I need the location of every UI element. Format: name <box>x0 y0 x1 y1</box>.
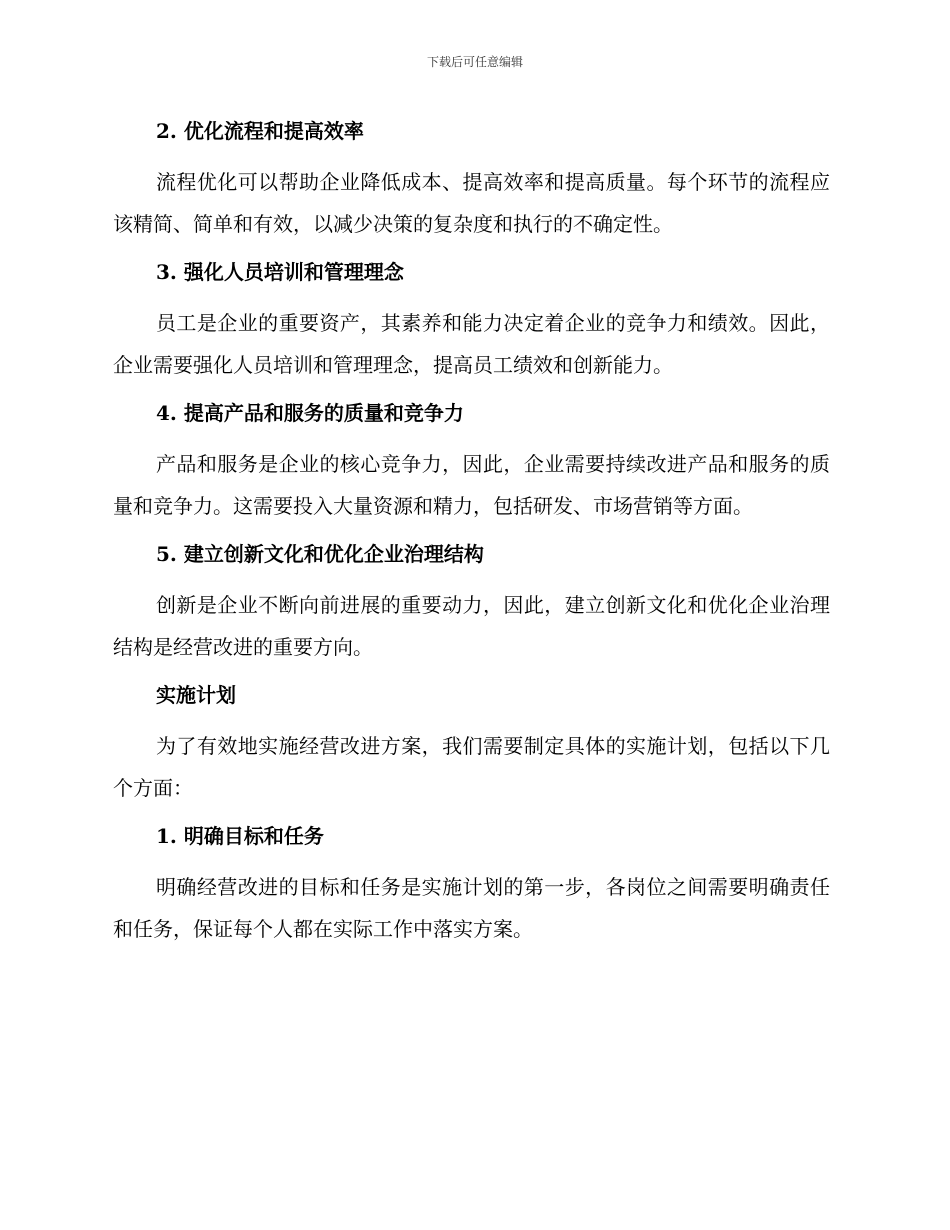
section-paragraph-product-quality: 产品和服务是企业的核心竞争力，因此，企业需要持续改进产品和服务的质量和竞争力。这需要投入大量资源和精力，包括研发、市场营销等方面。 <box>113 452 830 518</box>
section-paragraph-innovation-culture: 创新是企业不断向前进展的重要动力，因此，建立创新文化和优化企业治理结构是经营改进的重要方向。 <box>113 593 830 659</box>
section-paragraph-goals-tasks: 明确经营改进的目标和任务是实施计划的第一步，各岗位之间需要明确责任和任务，保证每个人都在实际工作中落实方案。 <box>113 875 830 941</box>
section-heading-innovation-culture: 5. 建立创新文化和优化企业治理结构 <box>156 542 484 566</box>
document-body <box>113 110 830 950</box>
page-header: 下载后可任意编辑 <box>426 55 523 69</box>
section-paragraph-implementation-plan: 为了有效地实施经营改进方案，我们需要制定具体的实施计划，包括以下几个方面： <box>113 734 830 800</box>
section-paragraph-optimize-process: 流程优化可以帮助企业降低成本、提高效率和提高质量。每个环节的流程应该精简、简单和有效，以减少决策的复杂度和执行的不确定性。 <box>113 170 830 236</box>
section-heading-optimize-process: 2. 优化流程和提高效率 <box>156 119 364 143</box>
section-heading-implementation-plan: 实施计划 <box>156 683 236 707</box>
section-heading-goals-tasks: 1. 明确目标和任务 <box>156 824 324 848</box>
section-paragraph-staff-training: 员工是企业的重要资产，其素养和能力决定着企业的竞争力和绩效。因此，企业需要强化人员培训和管理理念，提高员工绩效和创新能力。 <box>113 311 830 377</box>
section-heading-staff-training: 3. 强化人员培训和管理理念 <box>156 260 404 284</box>
section-heading-product-quality: 4. 提高产品和服务的质量和竞争力 <box>156 401 464 425</box>
